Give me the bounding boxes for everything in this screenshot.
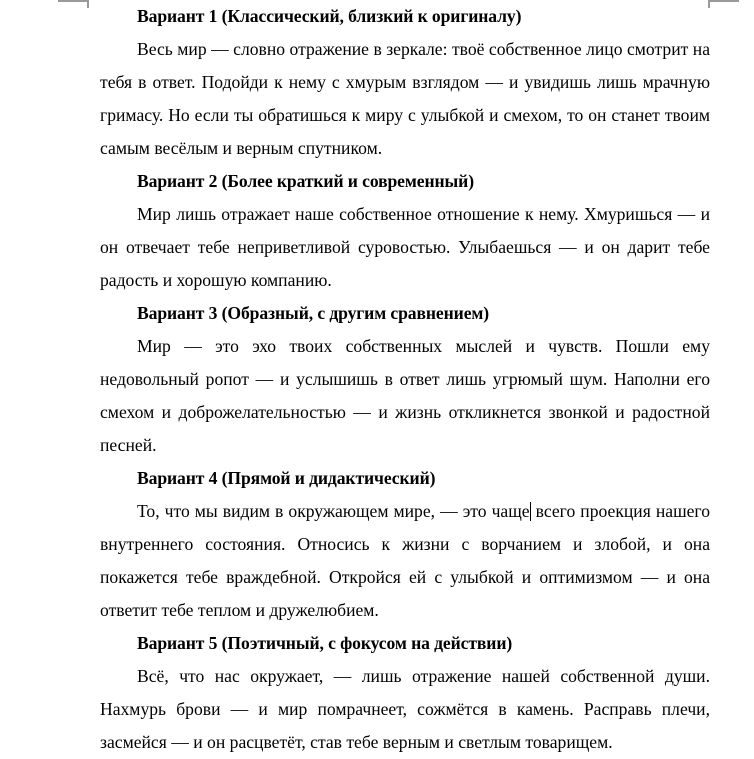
left-margin-marker[interactable] xyxy=(58,0,89,8)
section-paragraph-1[interactable] xyxy=(100,33,710,165)
section-paragraph-3[interactable] xyxy=(100,330,710,462)
section-paragraph-3-text: Мир — это эхо твоих собственных мыслей и чувств. Пошли ему недовольный ропот — и услышишь в ответ лишь угрюмый шум. Наполни его смехом и доброжелательностью — и жизнь откликнется звонкой и радостной песней. xyxy=(100,336,710,455)
section-paragraph-4[interactable] xyxy=(100,495,710,627)
section-heading-3: Вариант 3 (Образный, с другим сравнением) xyxy=(137,303,490,323)
section-paragraph-2[interactable] xyxy=(100,198,710,297)
text-caret xyxy=(530,502,531,521)
section-heading-5: Вариант 5 (Поэтичный, с фокусом на действии) xyxy=(137,633,513,653)
document-text-column[interactable] xyxy=(100,0,710,759)
section-paragraph-4-text-before-caret: То, что мы видим в окружающем мире, — это чаще xyxy=(137,501,530,521)
section-paragraph-1-text: Весь мир — словно отражение в зеркале: твоё собственное лицо смотрит на тебя в ответ. Подойди к нему с хмурым взглядом — и увидишь лишь мрачную гримасу. Но если ты обратишься к миру с улыбкой и смехом, то он станет твоим самым весёлым и верным спутником. xyxy=(100,39,710,158)
right-margin-marker[interactable] xyxy=(708,0,739,8)
section-paragraph-2-text: Мир лишь отражает наше собственное отношение к нему. Хмуришься — и он отвечает тебе неприветливой суровостью. Улыбаешься — и он дарит тебе радость и хорошую компанию. xyxy=(100,204,710,290)
section-heading-2: Вариант 2 (Более краткий и современный) xyxy=(137,171,474,191)
section-heading-4: Вариант 4 (Прямой и дидактический) xyxy=(137,468,436,488)
section-paragraph-5[interactable] xyxy=(100,660,710,759)
section-paragraph-4-text-after-caret: всего проекция нашего внутреннего состояния. Относись к жизни с ворчанием и злобой, и она покажется тебе враждебной. Откройся ей с улыбкой и оптимизмом — и она ответит тебе теплом и дружелюбием. xyxy=(100,501,710,620)
section-heading-1: Вариант 1 (Классический, близкий к оригиналу) xyxy=(137,6,522,26)
section-paragraph-5-text: Всё, что нас окружает, — лишь отражение нашей собственной души. Нахмурь брови — и мир помрачнеет, сожмётся в камень. Расправь плечи, засмейся — и он расцветёт, став тебе верным и светлым товарищем. xyxy=(100,666,710,752)
